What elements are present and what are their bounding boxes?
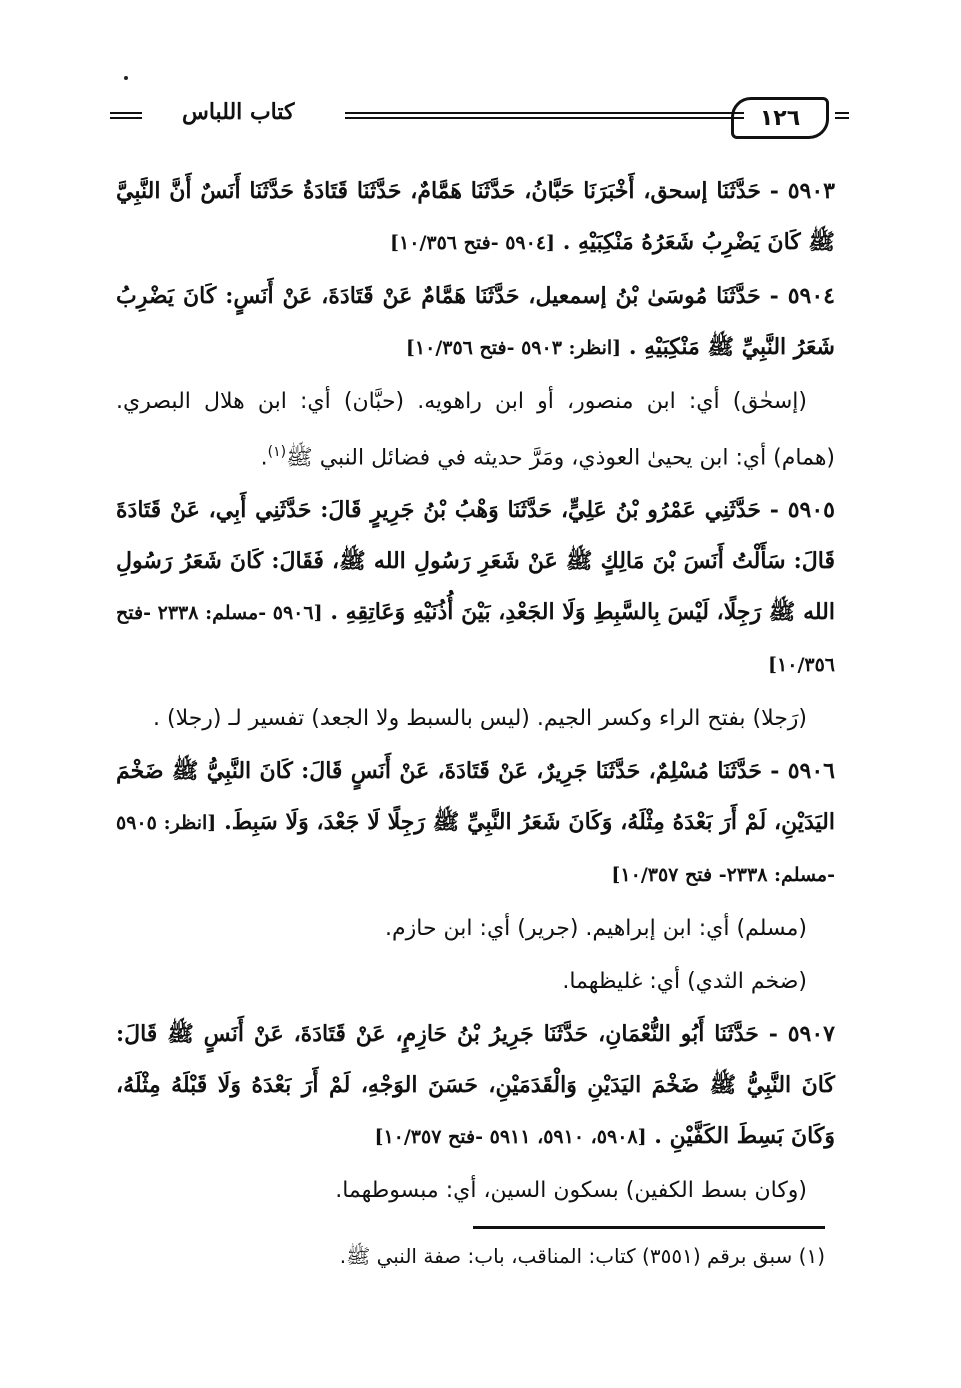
commentary-text: (رَجلا) بفتح الراء وكسر الجيم. (ليس بالسبط ولا الجعد) تفسير لـ (رجلا) .: [153, 706, 807, 732]
hadith-5903: [116, 166, 835, 269]
commentary-text: (ضخم الثدي) أي: غليظهما.: [562, 969, 807, 995]
commentary: [116, 1165, 835, 1216]
header-rule-right: [835, 112, 849, 119]
hadith-text: ٥٩٠٤ - حَدَّثَنَا مُوسَىٰ بْنُ إسمعيل، حَدَّثَنَا هَمَّامٌ عَنْ قَتَادَةَ، عَنْ أَنَسٍ: كَانَ يَضْرِبُ شَعَرُ النَّبِيِّ ﷺ مَنْكِبَيْهِ .: [116, 283, 835, 360]
ink-speck: [124, 76, 128, 80]
commentary: [116, 376, 835, 483]
commentary-text: (مسلم) أي: ابن إبراهيم. (جرير) أي: ابن حازم.: [385, 916, 807, 942]
page-content: [116, 166, 835, 1218]
hadith-reference: [٥٩٠٦ -مسلم: ٢٣٣٨ -فتح ١٠/٣٥٦]: [116, 602, 835, 677]
hadith-5907: [116, 1009, 835, 1163]
commentary-text: (وكان بسط الكفين) بسكون السين، أي: مبسوطهما.: [335, 1178, 807, 1204]
page-number: ١٢٦: [731, 97, 829, 139]
hadith-reference: [٥٩٠٤ -فتح ١٠/٣٥٦]: [390, 232, 556, 254]
page-header: [110, 95, 849, 143]
commentary-text: (إسحٰق) أي: ابن منصور، أو ابن راهويه. (حبَّان) أي: ابن هلال البصري. (همام) أي: ابن يحيىٰ العوذي، ومَرَّ حديثه في فضائل النبي ﷺ: [116, 389, 835, 471]
header-rule-left: [110, 112, 142, 119]
sentence-end: .: [260, 445, 268, 471]
hadith-text: ٥٩٠٧ - حَدَّثَنَا أَبُو النُّعْمَانِ، حَدَّثَنَا جَرِيرُ بْنُ حَازِمٍ، عَنْ قَتَادَةَ، عَنْ أَنَسٍ ﷺ قَالَ: كَانَ النَّبِيُّ ﷺ ضَخْمَ اليَدَيْنِ وَالْقَدَمَيْنِ، حَسَنَ الوَجْهِ، لَمْ أَرَ بَعْدَهُ وَلَا قَبْلَهُ مِثْلَهُ، وَكَانَ بَسِطَ الكَفَّيْنِ .: [116, 1021, 835, 1150]
footnote-marker: (١): [267, 444, 287, 460]
hadith-5904: [116, 271, 835, 374]
footnote: (١) سبق برقم (٣٥٥١) كتاب: المناقب، باب: صفة النبي ﷺ.: [339, 1244, 825, 1268]
hadith-text: ٥٩٠٥ - حَدَّثَنِي عَمْرُو بْنُ عَلِيٍّ، حَدَّثَنَا وَهْبُ بْنُ جَرِيرٍ قَالَ: حَدَّثَنِي أَبِي، عَنْ قَتَادَةَ قَالَ: سَأَلْتُ أَنَسَ بْنَ مَالِكٍ ﷺ عَنْ شَعَرِ رَسُولِ الله ﷺ، فَقَالَ: كَانَ شَعَرُ رَسُولِ الله ﷺ رَجِلًا، لَيْسَ بِالسَّبِطِ وَلَا الجَعْدِ، بَيْنَ أُذُنَيْهِ وَعَاتِقِهِ .: [116, 497, 835, 626]
commentary: [116, 903, 835, 954]
hadith-text: ٥٩٠٦ - حَدَّثَنَا مُسْلِمٌ، حَدَّثَنَا جَرِيرٌ، عَنْ قَتَادَةَ، عَنْ أَنَسٍ قَالَ: كَانَ النَّبِيُّ ﷺ ضَخْمَ اليَدَيْنِ، لَمْ أَرَ بَعْدَهُ مِثْلَهُ، وَكَانَ شَعَرُ النَّبِيِّ ﷺ رَجِلًا لَا جَعْدَ، وَلَا سَبِطَ.: [116, 758, 835, 836]
hadith-reference: [انظر: ٥٩٠٣ -فتح ١٠/٣٥٦]: [405, 337, 622, 359]
header-rule-middle: [345, 112, 744, 119]
commentary: [116, 693, 835, 744]
hadith-reference: [انظر: ٥٩٠٥ -مسلم: ٢٣٣٨- فتح ١٠/٣٥٧]: [116, 812, 835, 887]
hadith-text: ٥٩٠٣ - حَدَّثَنَا إسحق، أَخْبَرَنَا حَبَّانُ، حَدَّثَنَا هَمَّامٌ، حَدَّثَنَا قَتَادَةُ حَدَّثَنَا أَنَسٌ أَنَّ النَّبِيَّ ﷺ كَانَ يَضْرِبُ شَعَرُهُ مَنْكِبَيْهِ .: [116, 178, 835, 255]
hadith-reference: [٥٩٠٨، ٥٩١٠، ٥٩١١ -فتح ١٠/٣٥٧]: [374, 1126, 647, 1149]
commentary: [116, 956, 835, 1007]
hadith-5906: [116, 746, 835, 901]
hadith-5905: [116, 485, 835, 691]
footnote-separator: [473, 1226, 825, 1229]
book-title: كتاب اللباس: [182, 99, 295, 125]
